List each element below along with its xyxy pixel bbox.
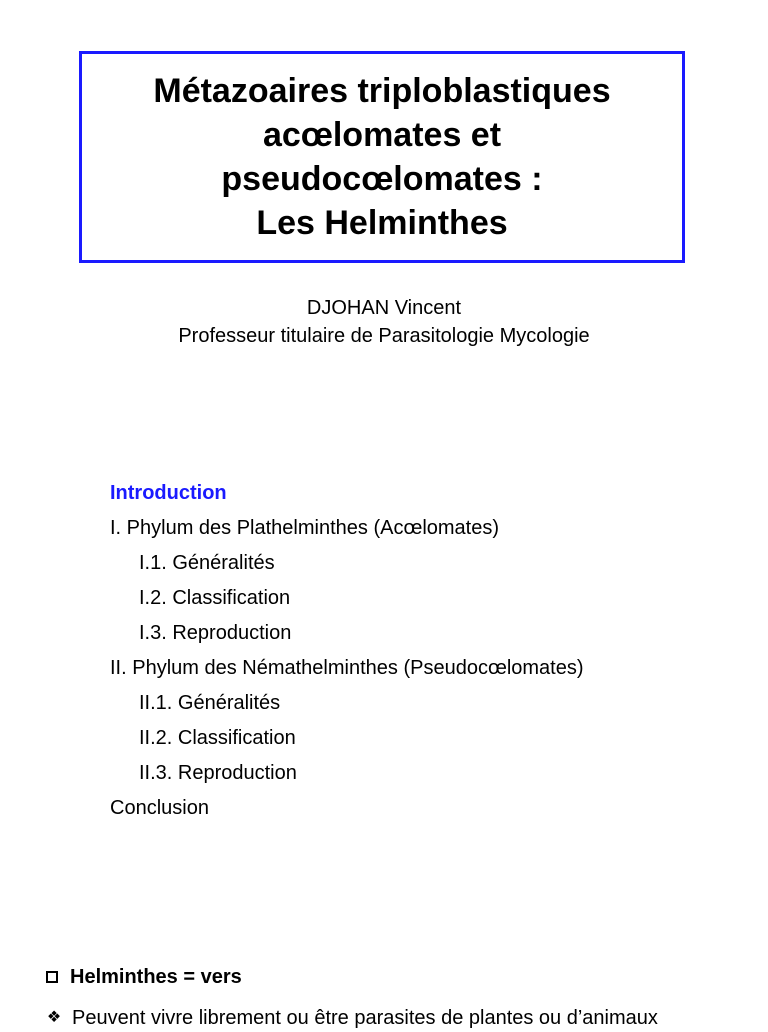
square-bullet-icon xyxy=(46,971,58,983)
title-line: acœlomates et xyxy=(262,116,502,154)
bullet-line xyxy=(46,1004,658,1032)
outline-item: Conclusion xyxy=(110,797,209,819)
outline-item: I.3. Reproduction xyxy=(139,622,292,644)
table-of-contents xyxy=(110,476,584,826)
title-line: Métazoaires triploblastiques xyxy=(153,72,611,110)
outline-item: I.1. Généralités xyxy=(139,552,275,574)
author-block xyxy=(0,294,768,350)
bullet-line-text: Peuvent vivre librement ou être parasites de plantes ou d’animaux xyxy=(72,1007,658,1029)
outline-item: II. Phylum des Némathelminthes (Pseudocœlomates) xyxy=(110,657,584,679)
outline-item: I. Phylum des Plathelminthes (Acœlomates) xyxy=(110,517,500,539)
author-position: Professeur titulaire de Parasitologie Mycologie xyxy=(178,325,590,347)
outline-item: II.3. Reproduction xyxy=(139,762,297,784)
diamond-bullet-icon: ❖ xyxy=(46,1009,62,1026)
section-heading-text: Helminthes = vers xyxy=(70,966,242,988)
section-heading xyxy=(46,963,242,991)
outline-item: Introduction xyxy=(110,482,227,504)
author-name: DJOHAN Vincent xyxy=(306,297,462,319)
outline-item: II.1. Généralités xyxy=(139,692,281,714)
title-box xyxy=(79,51,685,263)
outline-item: II.2. Classification xyxy=(139,727,296,749)
title-line: pseudocœlomates : xyxy=(221,160,543,198)
title-line: Les Helminthes xyxy=(256,204,508,242)
outline-item: I.2. Classification xyxy=(139,587,291,609)
